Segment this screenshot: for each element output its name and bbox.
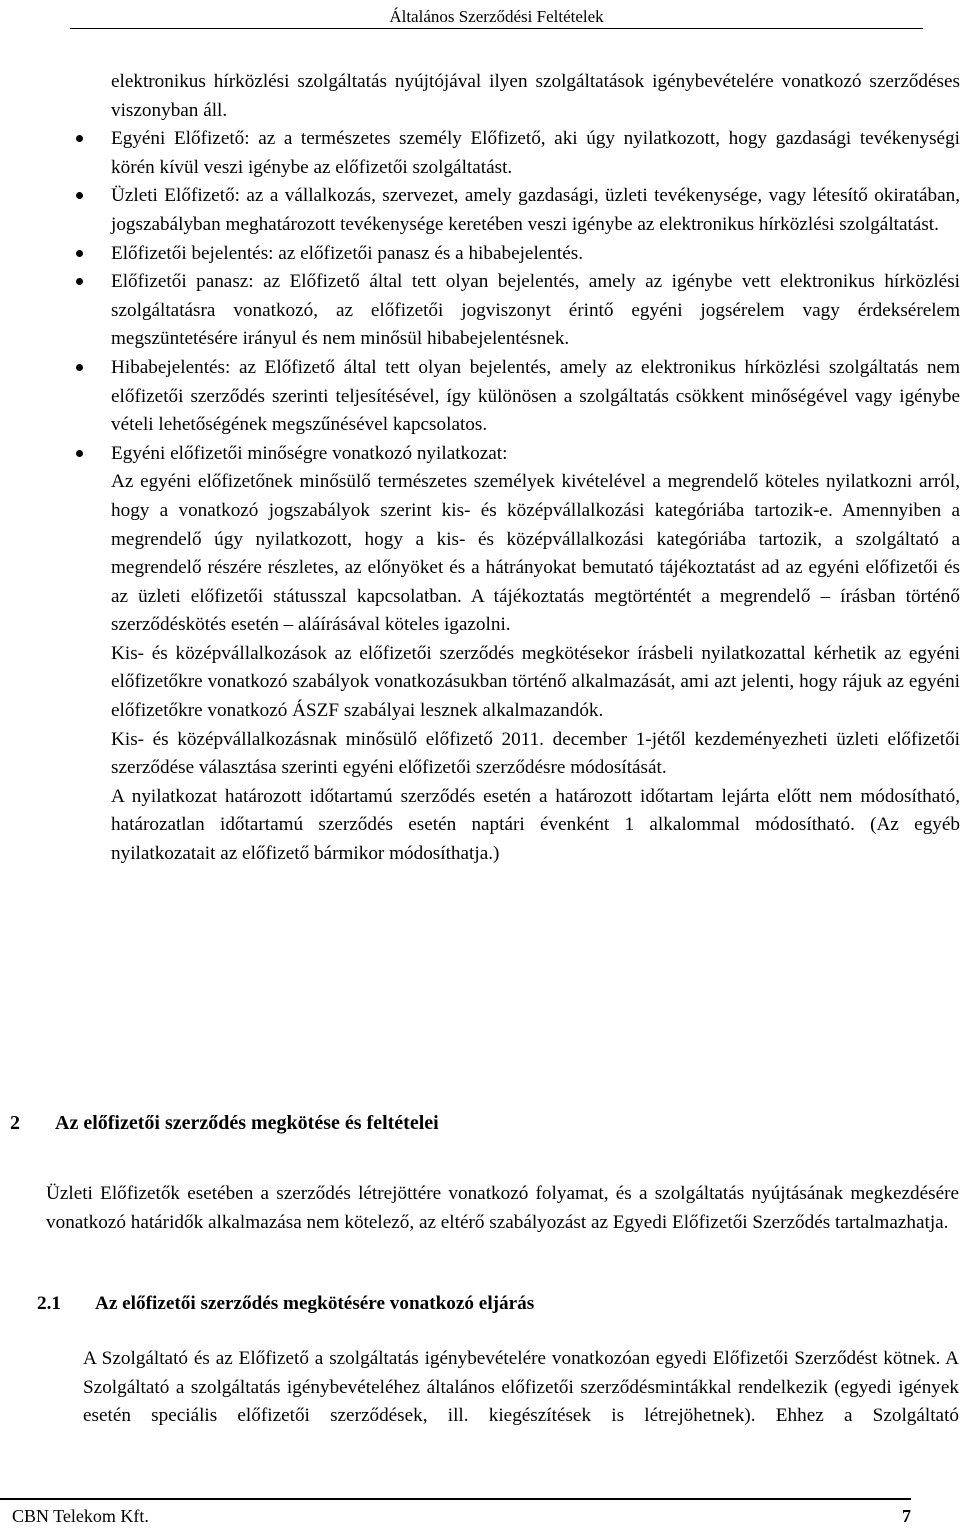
- list-item: [76, 182, 960, 239]
- section-2-1-heading: [37, 1290, 534, 1318]
- bullet-icon: [76, 135, 83, 142]
- definitions-list: [76, 68, 960, 869]
- subsection-number: 2.1: [37, 1293, 61, 1314]
- declaration-paragraph: A nyilatkozat határozott időtartamú szerződés esetén a határozott időtartam lejárta előtt nem módosítható, határozatlan időtartamú szerződés esetén naptári évenként 1 alkalommal módosítható. (Az egyéb nyilatkozatait az előfizető bármikor módosíthatja.): [111, 785, 960, 865]
- declaration-paragraph: Az egyéni előfizetőnek minősülő természetes személyek kivételével a megrendelő köteles nyilatkozni arról, hogy a vonatkozó jogszabályok szerint kis- és középvállalkozási kategóriába tartozik-e. Amennyiben a megrendelő úgy nyilatkozott, hogy a kis- és középvállalkozási kategóriába tartozik, a szolgáltató a megrendelő részére részletes, az előnyöket és a hátrányokat bemutató tájékoztatást ad az egyéni előfizetői és az üzleti előfizetői státusszal kapcsolatban. A tájékoztatás megtörténtét a megrendelő – írásban történő szerződéskötés esetén – aláírásával köteles igazolni.: [111, 471, 960, 636]
- section-2-1-text: A Szolgáltató és az Előfizető a szolgáltatás igénybevételére vonatkozóan egyedi Előfizetői Szerződést kötnek. A Szolgáltató a szolgáltatás igénybevételéhez általános előfizetői szerződésmintákkal rendelkezik (egyedi igények esetén speciális előfizetői szerződések, ill. kiegészítések is létrejöhetnek). Ehhez a Szolgáltató: [83, 1348, 959, 1427]
- section-title: Az előfizetői szerződés megkötése és feltételei: [55, 1112, 439, 1134]
- declaration-body: [111, 468, 960, 868]
- bullet-icon: [76, 450, 83, 457]
- list-item: [76, 268, 960, 354]
- definition-text: Üzleti Előfizető: az a vállalkozás, szervezet, amely gazdasági, üzleti tevékenysége, vagy létesítő okiratában, jogszabályban meghatározott tevékenysége keretében veszi igénybe az elektronikus hírközlési szolgáltatást.: [111, 185, 960, 235]
- page-footer: [0, 1498, 911, 1538]
- definition-text: Előfizetői bejelentés: az előfizetői panasz és a hibabejelentés.: [111, 242, 584, 264]
- declaration-paragraph: Kis- és középvállalkozásnak minősülő előfizető 2011. december 1-jétől kezdeményezheti üzleti előfizetői szerződése választása szerinti egyéni előfizetői szerződésre módosítását.: [111, 728, 960, 779]
- definition-text: Egyéni Előfizető: az a természetes személy Előfizető, aki úgy nyilatkozott, hogy gazdasági tevékenységi körén kívül veszi igénybe az előfizetői szolgáltatást.: [111, 128, 960, 178]
- subsection-title: Az előfizetői szerződés megkötésére vonatkozó eljárás: [95, 1293, 535, 1314]
- page-header: [70, 0, 923, 29]
- declaration-heading: Egyéni előfizetői minőségre vonatkozó nyilatkozat:: [111, 442, 508, 464]
- list-item: [76, 125, 960, 182]
- section-2-heading: [10, 1109, 439, 1137]
- definition-text: Előfizetői panasz: az Előfizető által tett olyan bejelentés, amely az igénybe vett elektronikus hírközlési szolgáltatásra vonatkozó, az előfizetői jogviszonyt érintő egyéni jogsérelem vagy érdeksérelem megszüntetésére irányul és nem minősül hibabejelentésnek.: [111, 271, 960, 350]
- definition-text: Hibabejelentés: az Előfizető által tett olyan bejelentés, amely az elektronikus hírközlési szolgáltatás nem előfizetői szerződés szerinti teljesítésével, így különösen a szolgáltatás csökkent minőségével vagy igénybe vételi lehetőségének megszűnésével kapcsolatos.: [111, 356, 960, 436]
- declaration-paragraph: Kis- és középvállalkozások az előfizetői szerződés megkötésekor írásbeli nyilatkozattal kérhetik az egyéni előfizetőkre vonatkozó szabályok vonatkozásukban történő alkalmazását, ami azt jelenti, hogy rájuk az egyéni előfizetőkre vonatkozó ÁSZF szabályai lesznek alkalmazandók.: [111, 642, 960, 722]
- bullet-icon: [76, 364, 83, 371]
- list-item: [76, 440, 960, 869]
- intro-continuation-text: elektronikus hírközlési szolgáltatás nyújtójával ilyen szolgáltatások igénybevételére vonatkozó szerződéses viszonyban áll.: [111, 71, 960, 121]
- section-number: 2: [10, 1112, 20, 1134]
- bullet-icon: [76, 192, 83, 199]
- footer-company: CBN Telekom Kft.: [12, 1506, 149, 1526]
- section-2-text: Üzleti Előfizetők esetében a szerződés létrejöttére vonatkozó folyamat, és a szolgáltatás nyújtásának megkezdésére vonatkozó határidők alkalmazása nem kötelező, az eltérő szabályozást az Egyedi Előfizetői Szerződés tartalmazhatja.: [46, 1183, 959, 1233]
- list-item: [76, 354, 960, 440]
- page-number: 7: [902, 1506, 911, 1526]
- bullet-icon: [76, 250, 83, 257]
- list-item: [76, 240, 960, 269]
- bullet-icon: [76, 278, 83, 285]
- list-item-continuation: [76, 68, 960, 125]
- header-title: Általános Szerződési Feltételek: [389, 7, 604, 26]
